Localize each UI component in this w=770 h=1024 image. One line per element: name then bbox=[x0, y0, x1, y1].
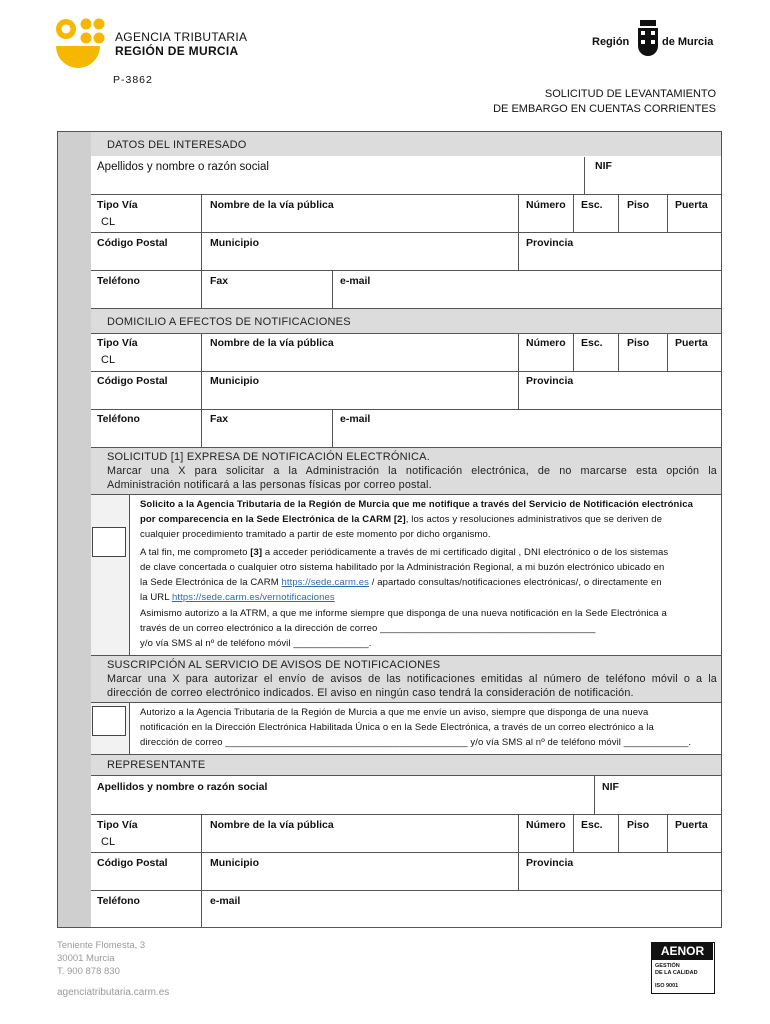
representante-tipo-via-value[interactable]: CL bbox=[101, 836, 116, 848]
aenor-line2: DE LA CALIDAD bbox=[655, 970, 698, 976]
interesado-tipo-via-label: Tipo Vía bbox=[97, 199, 138, 211]
interesado-name-label: Apellidos y nombre o razón social bbox=[97, 161, 269, 173]
aenor-badge bbox=[651, 942, 715, 994]
solicitud-p2-line4-a: la URL bbox=[140, 592, 173, 603]
domicilio-nombre-via-label: Nombre de la vía pública bbox=[210, 337, 334, 349]
solicitud-p2-c: a acceder periódicamente a través de mi certificado digital , DNI electrónico o de los sistemas bbox=[262, 547, 669, 558]
section-domicilio-header bbox=[91, 309, 721, 333]
interesado-email-label: e-mail bbox=[340, 275, 371, 287]
solicitud-p2-line2: de clave concertada o cualquier otro sistema habilitado por la Administración Regional, a mi buzón electrónico ubicado en bbox=[140, 562, 665, 573]
domicilio-fax-label: Fax bbox=[210, 413, 229, 425]
solicitud-p1-bold1: Solicito a la Agencia Tributaria de la Región de Murcia que me notifique a través del Servicio de Notificación electrónica bbox=[140, 499, 693, 510]
solicitud-p1-rest2: , los actos y resoluciones administrativos que se deriven de bbox=[405, 514, 663, 525]
section-representante-header bbox=[91, 755, 721, 775]
agency-name-line2: REGIÓN DE MURCIA bbox=[115, 44, 239, 58]
footer-website[interactable]: agenciatributaria.carm.es bbox=[57, 987, 170, 998]
suscripcion-p-line1: Autorizo a la Agencia Tributaria de la Región de Murcia a que me envíe un aviso, siempre que disponga de una nueva bbox=[140, 707, 649, 718]
solicitud-p2-line3-a: la Sede Electrónica de la CARM bbox=[140, 577, 282, 588]
solicitud-paragraph-3 bbox=[140, 606, 715, 651]
solicitud-paragraph-1 bbox=[140, 497, 715, 542]
aenor-code: ISO 9001 bbox=[655, 983, 679, 989]
agency-logo-icon bbox=[52, 16, 108, 70]
interesado-fax-label: Fax bbox=[210, 275, 229, 287]
domicilio-puerta-label: Puerta bbox=[675, 337, 708, 349]
interesado-nombre-via-input[interactable] bbox=[203, 212, 517, 232]
representante-esc-label: Esc. bbox=[581, 819, 603, 831]
interesado-nif-label: NIF bbox=[595, 160, 612, 172]
representante-tipo-via-label: Tipo Vía bbox=[97, 819, 138, 831]
representante-name-label: Apellidos y nombre o razón social bbox=[97, 781, 268, 793]
domicilio-telefono-label: Teléfono bbox=[97, 413, 140, 425]
representante-nif-label: NIF bbox=[602, 781, 619, 793]
footer-address-2: 30001 Murcia bbox=[57, 953, 115, 964]
domicilio-email-label: e-mail bbox=[340, 413, 371, 425]
domicilio-provincia-label: Provincia bbox=[526, 375, 574, 387]
interesado-nif-input[interactable] bbox=[586, 174, 720, 194]
solicitud-checkbox[interactable] bbox=[92, 527, 126, 557]
representante-email-label: e-mail bbox=[210, 895, 241, 907]
suscripcion-title: SUSCRIPCIÓN AL SERVICIO DE AVISOS DE NOTIFICACIONES bbox=[107, 659, 441, 671]
footer-phone: T. 900 878 830 bbox=[57, 966, 120, 977]
interesado-numero-label: Número bbox=[526, 199, 566, 211]
section-domicilio-title: DOMICILIO A EFECTOS DE NOTIFICACIONES bbox=[107, 316, 351, 328]
solicitud-p3-line3[interactable]: y/o vía SMS al nº de teléfono móvil ______________. bbox=[140, 638, 372, 649]
section-suscripcion-header bbox=[91, 656, 721, 702]
form-code: P-3862 bbox=[113, 74, 153, 86]
interesado-nombre-via-label: Nombre de la vía pública bbox=[210, 199, 334, 211]
section-interesado-title: DATOS DEL INTERESADO bbox=[107, 139, 247, 151]
solicitud-p1-bold2: por comparecencia en la Sede Electrónica de la CARM [2] bbox=[140, 514, 406, 525]
interesado-provincia-label: Provincia bbox=[526, 237, 574, 249]
suscripcion-intro-1: Marcar una X para autorizar el envío de avisos de las notificaciones emitidas al número de teléfono móvil o a la bbox=[107, 673, 717, 685]
agency-logo bbox=[52, 16, 108, 70]
interesado-esc-label: Esc. bbox=[581, 199, 603, 211]
region-logo-left-text: Región bbox=[592, 36, 630, 48]
representante-puerta-label: Puerta bbox=[675, 819, 708, 831]
domicilio-cp-label: Código Postal bbox=[97, 375, 168, 387]
interesado-name-input[interactable] bbox=[92, 158, 582, 194]
solicitud-intro-2: Administración notificará a las personas físicas por correo postal. bbox=[107, 479, 432, 491]
domicilio-piso-label: Piso bbox=[627, 337, 650, 349]
region-logo bbox=[590, 18, 720, 70]
suscripcion-paragraph bbox=[140, 705, 718, 750]
domicilio-tipo-via-label: Tipo Vía bbox=[97, 337, 138, 349]
agency-name-line1: AGENCIA TRIBUTARIA bbox=[115, 30, 248, 44]
interesado-tipo-via-value[interactable]: CL bbox=[101, 216, 116, 228]
representante-telefono-label: Teléfono bbox=[97, 895, 140, 907]
interesado-municipio-label: Municipio bbox=[210, 237, 259, 249]
aenor-line1: GESTIÓN bbox=[655, 963, 680, 969]
suscripcion-checkbox[interactable] bbox=[92, 706, 126, 736]
domicilio-esc-label: Esc. bbox=[581, 337, 603, 349]
interesado-telefono-label: Teléfono bbox=[97, 275, 140, 287]
solicitud-p2-b: [3] bbox=[250, 547, 263, 558]
suscripcion-p-line2: notificación en la Dirección Electrónica Habilitada Única o en la Sede Electrónica, a través de un correo electrónico a la bbox=[140, 722, 654, 733]
interesado-piso-label: Piso bbox=[627, 199, 650, 211]
solicitud-title: SOLICITUD [1] EXPRESA DE NOTIFICACIÓN ELECTRÓNICA. bbox=[107, 451, 430, 463]
region-crest-icon bbox=[635, 18, 661, 68]
section-interesado-header bbox=[91, 132, 721, 156]
representante-provincia-label: Provincia bbox=[526, 857, 574, 869]
section-representante-title: REPRESENTANTE bbox=[107, 759, 206, 771]
domicilio-tipo-via-value[interactable]: CL bbox=[101, 354, 116, 366]
section-solicitud-header bbox=[91, 448, 721, 494]
region-logo-right-text: de Murcia bbox=[662, 36, 714, 48]
domicilio-municipio-label: Municipio bbox=[210, 375, 259, 387]
domicilio-numero-label: Número bbox=[526, 337, 566, 349]
representante-numero-label: Número bbox=[526, 819, 566, 831]
footer-address-1: Teniente Flomesta, 3 bbox=[57, 940, 146, 951]
solicitud-p3-line1: Asimismo autorizo a la ATRM, a que me informe siempre que disponga de una nueva notificación en la Sede Electrónica a bbox=[140, 608, 667, 619]
representante-cp-label: Código Postal bbox=[97, 857, 168, 869]
representante-municipio-label: Municipio bbox=[210, 857, 259, 869]
solicitud-paragraph-2 bbox=[140, 545, 715, 605]
solicitud-p2-line3-b: / apartado consultas/notificaciones electrónicas/, o directamente en bbox=[369, 577, 662, 588]
suscripcion-intro-2: dirección de correo electrónico indicados. El aviso en ningún caso tendrá la consideración de notificación. bbox=[107, 687, 634, 699]
representante-name-input[interactable] bbox=[92, 795, 592, 813]
suscripcion-p-line3[interactable]: dirección de correo _____________________________________________ y/o vía SMS al nº de teléfono móvil ____________. bbox=[140, 737, 692, 748]
solicitud-intro-1: Marcar una X para solicitar a la Administración la notificación electrónica, de no marcarse esta opción la bbox=[107, 465, 717, 477]
form-title-line1: SOLICITUD DE LEVANTAMIENTO bbox=[544, 88, 716, 100]
solicitud-p3-line2[interactable]: través de un correo electrónico a la dirección de correo ________________________________________ bbox=[140, 623, 596, 634]
interesado-cp-label: Código Postal bbox=[97, 237, 168, 249]
aenor-brand: AENOR bbox=[652, 943, 713, 960]
representante-nombre-via-label: Nombre de la vía pública bbox=[210, 819, 334, 831]
solicitud-p1-line3: cualquier procedimiento tramitado a partir de este momento por dicho organismo. bbox=[140, 529, 491, 540]
representante-piso-label: Piso bbox=[627, 819, 650, 831]
form-title-line2: DE EMBARGO EN CUENTAS CORRIENTES bbox=[493, 103, 716, 115]
solicitud-p2-a: A tal fin, me comprometo bbox=[140, 547, 251, 558]
interesado-puerta-label: Puerta bbox=[675, 199, 708, 211]
sede-link[interactable]: https://sede.carm.es bbox=[281, 577, 369, 588]
vernotificaciones-link[interactable]: https://sede.carm.es/vernotificaciones bbox=[172, 592, 335, 603]
